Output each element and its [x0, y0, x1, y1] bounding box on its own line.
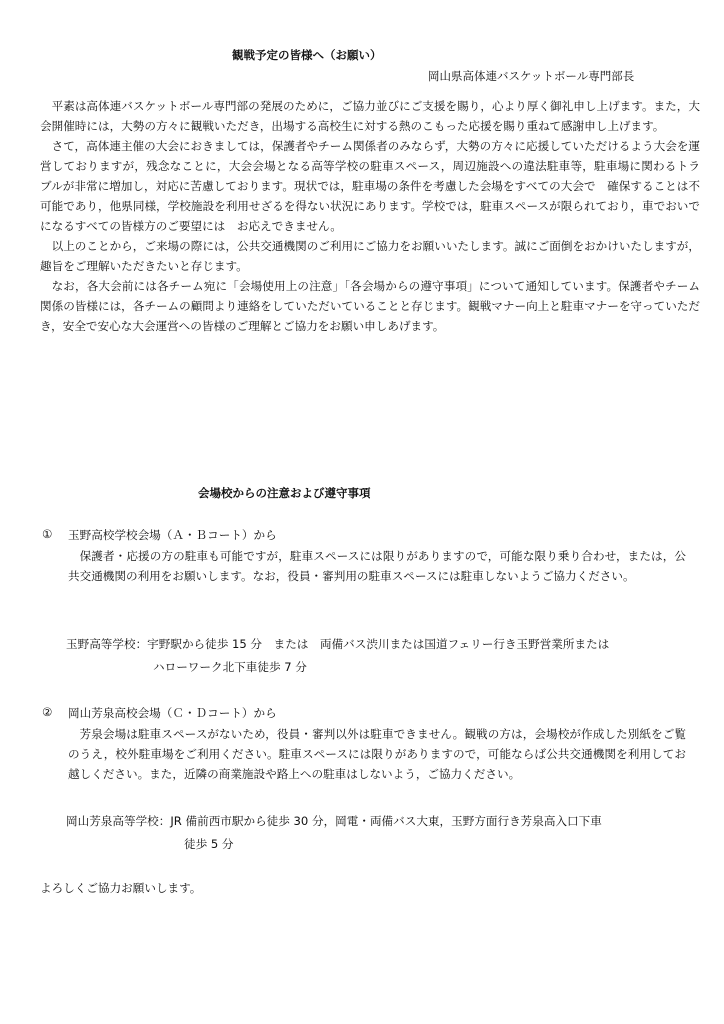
item-2-access-line-1: 岡山芳泉高等学校：JR 備前西市駅から徒歩 30 分，岡電・両備バス大東，玉野方面行き芳泉高入口下車 [66, 814, 602, 828]
item-1-access-line-1: 玉野高等学校：宇野駅から徒歩 15 分 または 両備バス渋川または国道フェリー行き玉野営業所または [66, 637, 610, 651]
closing-text: よろしくご協力お願いします。 [40, 881, 202, 895]
intro-paragraph-4: なお，各大会前には各チーム宛に「会場使用上の注意」「各会場からの遵守事項」について通知しています。保護者やチーム関係の皆様には，各チームの顧問より連絡をしていただいていることと存じます。観戦マナー向上と駐車マナーを守っていただき，安全で安心な大会運営への皆様のご理解とご協力をお願い申しあげます。 [40, 279, 700, 333]
document-title: 観戦予定の皆様へ（お願い） [232, 48, 382, 62]
item-2-access-line-2: 徒歩 5 分 [184, 837, 234, 851]
section-heading: 会場校からの注意および遵守事項 [198, 486, 371, 500]
item-1-title: 玉野高校学校会場（Ａ・Ｂコート）から [68, 528, 277, 542]
item-2-title: 岡山芳泉高校会場（Ｃ・Ｄコート）から [68, 706, 277, 720]
intro-body [40, 96, 700, 336]
intro-paragraph-2: さて，高体連主催の大会におきましては，保護者やチーム関係者のみならず，大勢の方々に応援していただけるよう大会を運営しておりますが，残念なことに，大会会場となる高等学校の駐車スペース，周辺施設への違法駐車等，駐車場に関わるトラブルが非常に増加し，対応に苦慮しております。現状では，駐車場の条件を考慮した会場をすべての大会で 確保することは不可能であり，他県同様，学校施設を利用せざるを得ない状況にあります。学校では，駐車スペースが限られており，車でおいでになるすべての皆様方のご要望には お応えできません。 [40, 139, 700, 233]
intro-paragraph-1: 平素は高体連バスケットボール専門部の発展のために，ご協力並びにご支援を賜り，心より厚く御礼申し上げます。また，大会開催時には，大勢の方々に観戦いただき，出場する高校生に対する熱のこもった応援を賜り重ねて感謝申し上げます。 [40, 99, 700, 133]
item-1-access-line-2: ハローワーク北下車徒歩 7 分 [153, 660, 307, 674]
item-1-text: 保護者・応援の方の駐車も可能ですが，駐車スペースには限りがありますので，可能な限り乗り合わせ，または，公共交通機関の利用をお願いします。なお，役員・審判用の駐車スペースには駐車しないようご協力ください。 [68, 549, 686, 583]
intro-paragraph-3: 以上のことから，ご来場の際には，公共交通機関のご利用にご協力をお願いいたします。誠にご面倒をおかけいたしますが，趣旨をご理解いただきたいと存じます。 [40, 239, 700, 273]
document-author: 岡山県高体連バスケットボール専門部長 [428, 69, 635, 83]
item-1-number: ① [42, 527, 53, 541]
item-2-number: ② [42, 705, 53, 719]
item-2-text: 芳泉会場は駐車スペースがないため，役員・審判以外は駐車できません。観戦の方は，会場校が作成した別紙をご覧のうえ，校外駐車場をご利用ください。駐車スペースには限りがありますので，可能ならば公共交通機関を利用してお越しください。また，近隣の商業施設や路上への駐車はしないよう，ご協力ください。 [68, 727, 686, 781]
